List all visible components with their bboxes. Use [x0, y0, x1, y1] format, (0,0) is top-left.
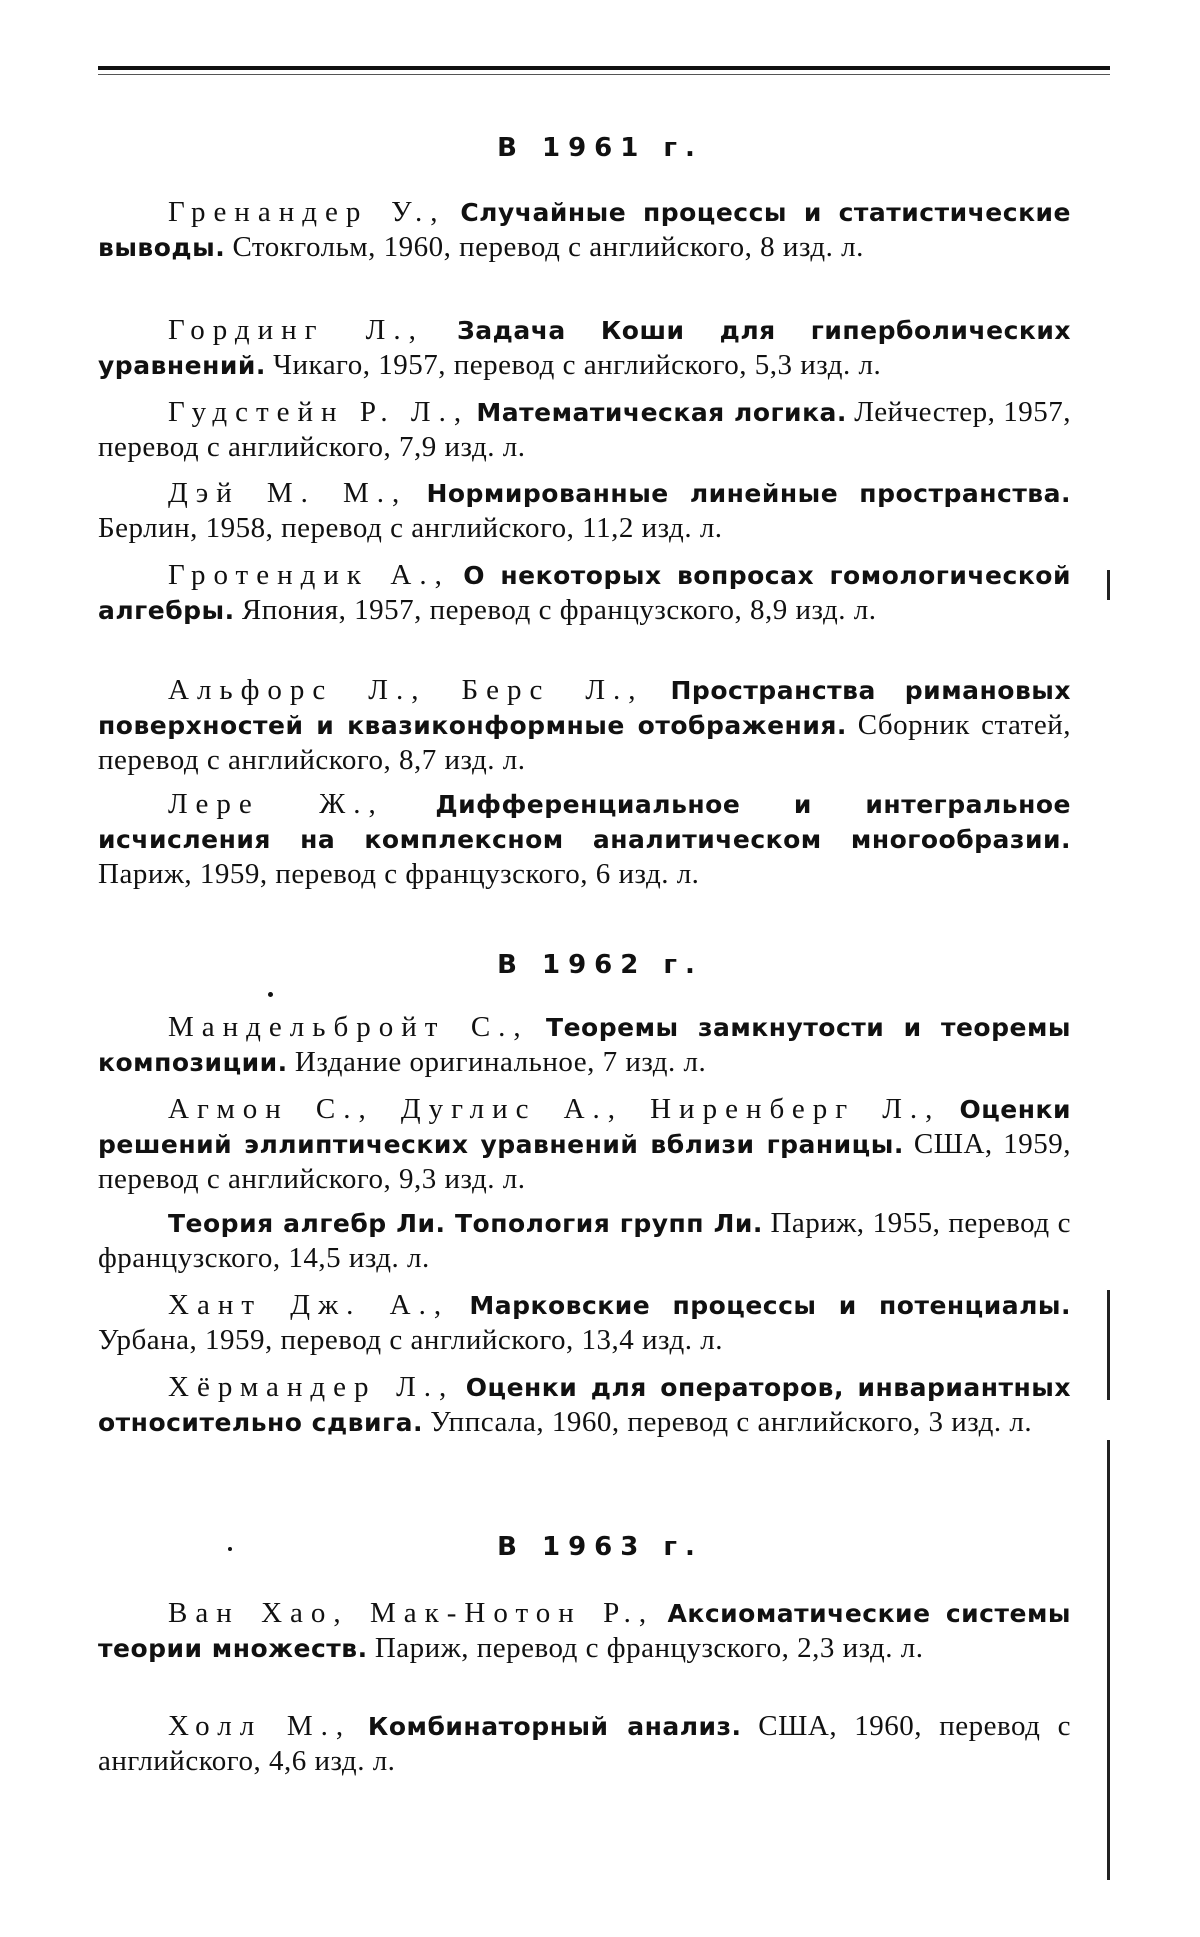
bibliography-entry [98, 1206, 1071, 1275]
entry-publication: Чикаго, 1957, перевод с английского, 5,3 изд. л. [273, 349, 882, 381]
entry-publication: Стокгольм, 1960, перевод с английского, 8 изд. л. [232, 231, 864, 263]
bibliography-entry [98, 1010, 1071, 1080]
entry-author: Гренандер У., [168, 196, 446, 228]
bibliography-entry [98, 1092, 1071, 1196]
bibliography-entry [98, 673, 1071, 777]
bibliography-entry [98, 195, 1071, 265]
entry-publication: США, 1959, перевод с английского, 9,3 изд. л. [98, 1128, 1071, 1195]
entry-author: Холл М., [168, 1710, 352, 1742]
entry-author: Хант Дж. А., [168, 1289, 450, 1321]
entry-author: Гротендик А., [168, 559, 450, 591]
entry-author: Альфорс Л., Берс Л., [168, 674, 644, 706]
entry-title: Пространства римановых поверхностей и квазиконформные отображения. [98, 676, 1072, 740]
entry-author: Гудстейн Р. Л., [168, 396, 470, 428]
entry-title: Случайные процессы и статистические выводы. [98, 198, 1072, 262]
right-margin-rule [1107, 570, 1110, 600]
entry-title: О некоторых вопросах гомологической алгебры. [98, 561, 1071, 625]
entry-title: Марковские процессы и потенциалы. [469, 1291, 1071, 1320]
entry-author: Дэй М. М., [168, 477, 408, 509]
entry-author: Лере Ж., [168, 788, 384, 820]
bibliography-entry [98, 395, 1071, 464]
bibliography-entry [98, 476, 1071, 545]
entry-publication: Париж, перевод с французского, 2,3 изд. л. [374, 1632, 924, 1664]
entry-title: Теория алгебр Ли. Топология групп Ли. [168, 1209, 763, 1238]
entry-publication: Берлин, 1958, перевод с английского, 11,2 изд. л. [98, 512, 723, 544]
entry-publication: Издание оригинальное, 7 изд. л. [294, 1046, 707, 1078]
entry-publication: Париж, 1955, перевод с французского, 14,5 изд. л. [98, 1207, 1072, 1274]
entry-title: Оценки решений эллиптических уравнений вблизи границы. [98, 1095, 1071, 1159]
entry-publication: Лейчестер, 1957, перевод с английского, 7,9 изд. л. [98, 396, 1071, 463]
right-margin-rule [1107, 1440, 1110, 1880]
right-margin-rule [1107, 1290, 1110, 1400]
section-heading-1963: В 1963 г. [497, 1532, 703, 1562]
bibliography-entry [98, 558, 1071, 628]
entry-publication: Япония, 1957, перевод с французского, 8,9 изд. л. [241, 594, 877, 626]
section-heading-1962: В 1962 г. [497, 950, 703, 980]
bibliography-entry [98, 1596, 1071, 1666]
entry-title: Нормированные линейные пространства. [426, 479, 1071, 508]
entry-publication: США, 1960, перевод с английского, 4,6 изд. л. [98, 1710, 1072, 1777]
entry-title: Оценки для операторов, инвариантных относительно сдвига. [98, 1373, 1072, 1437]
top-rule-thin [98, 74, 1110, 75]
ink-speck [268, 992, 273, 997]
entry-publication: Париж, 1959, перевод с французского, 6 изд. л. [98, 858, 700, 890]
top-rule [98, 66, 1110, 70]
bibliography-entry [98, 313, 1071, 383]
bibliography-entry [98, 1370, 1071, 1440]
entry-title: Математическая логика. [476, 398, 847, 427]
entry-title: Комбинаторный анализ. [367, 1712, 742, 1741]
entry-author: Ван Хао, Мак-Нотон Р., [168, 1597, 655, 1629]
entry-author: Гординг Л., [168, 314, 424, 346]
bibliography-entry [98, 1288, 1071, 1357]
entry-author: Мандельбройт С., [168, 1011, 529, 1043]
entry-author: Агмон С., Дуглис А., Ниренберг Л., [168, 1093, 941, 1125]
bibliography-entry [98, 1709, 1071, 1778]
entry-publication: Сборник статей, перевод с английского, 8,7 изд. л. [98, 709, 1071, 776]
ink-speck [228, 1547, 232, 1551]
entry-title: Дифференциальное и интегральное исчисления на комплексном аналитическом многообразии. [98, 790, 1071, 854]
section-heading-1961: В 1961 г. [497, 133, 703, 163]
bibliography-entry [98, 787, 1071, 891]
entry-publication: Уппсала, 1960, перевод с английского, 3 изд. л. [430, 1406, 1033, 1438]
entry-title: Аксиоматические системы теории множеств. [98, 1599, 1071, 1663]
entry-title: Теоремы замкнутости и теоремы композиции. [98, 1013, 1071, 1077]
entry-title: Задача Коши для гиперболических уравнений. [98, 316, 1072, 380]
entry-author: Хёрмандер Л., [168, 1371, 455, 1403]
entry-publication: Урбана, 1959, перевод с английского, 13,4 изд. л. [98, 1324, 723, 1356]
